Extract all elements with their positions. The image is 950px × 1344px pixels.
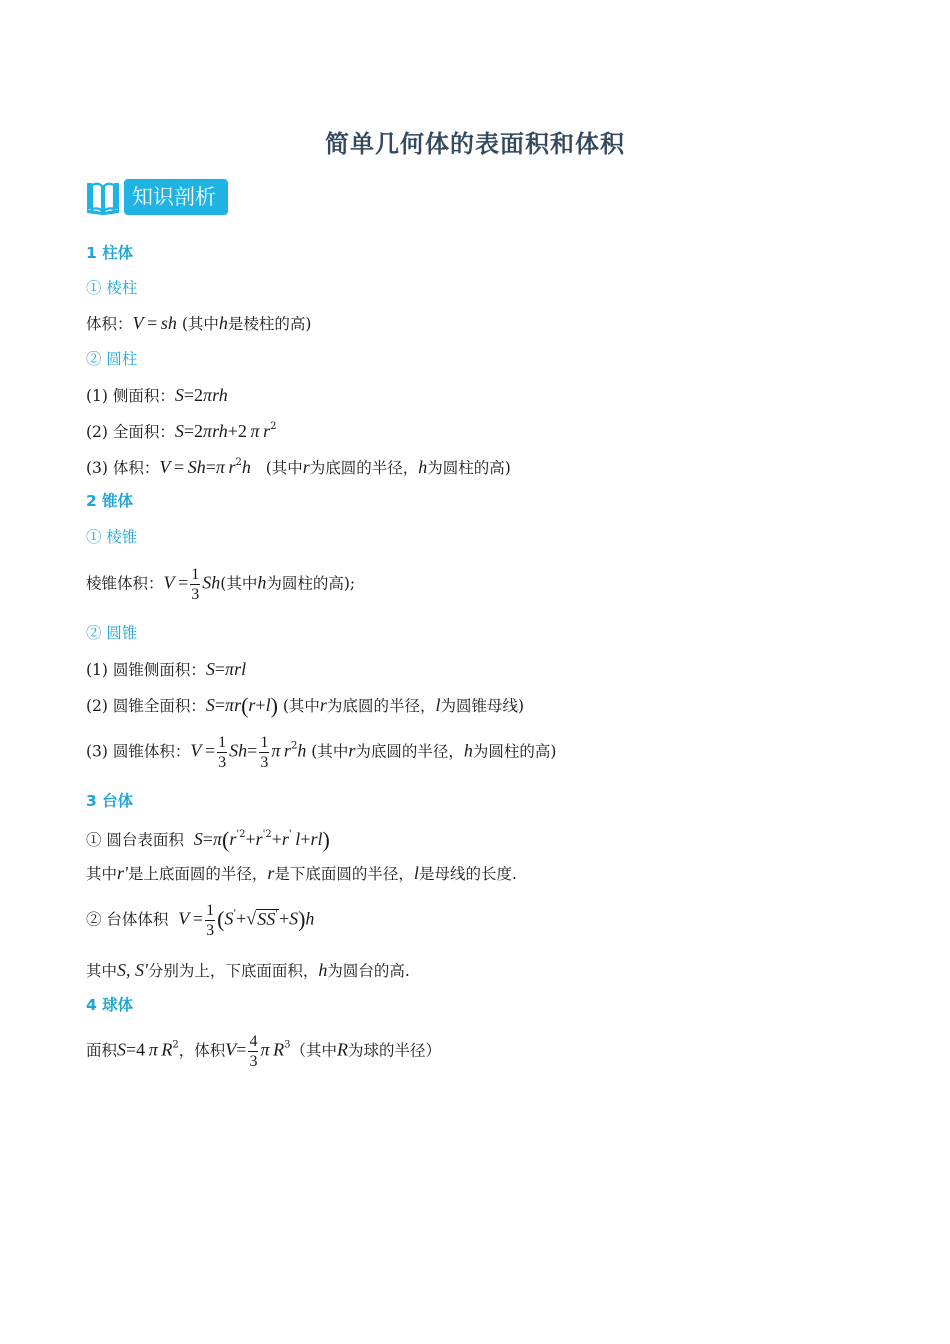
var-r-prime: r'	[117, 863, 128, 883]
subheading-cone: ② 圆锥	[86, 624, 138, 642]
note: 为圆台的高.	[327, 962, 410, 980]
label: ② 台体体积	[86, 910, 169, 929]
var-h: h	[418, 457, 428, 477]
note: 为底圆的半径，	[309, 459, 419, 477]
note: （其中	[290, 1041, 337, 1060]
var-l: l	[435, 695, 441, 715]
var-h: h	[463, 740, 473, 761]
formula-cone-total: S	[205, 695, 215, 715]
formula-cylinder-total: S	[174, 421, 184, 441]
label: (2) 圆锥全面积：	[86, 697, 206, 715]
label: (1) 侧面积：	[86, 387, 175, 405]
var-r: r	[319, 695, 327, 715]
fraction-one-third: $\frac{1}{3}$	[218, 734, 227, 771]
cylinder-lateral-line: (1) 侧面积：S=2πrh	[86, 385, 228, 405]
label: (3) 圆锥体积：	[86, 742, 191, 761]
var-r: r	[348, 740, 356, 761]
square-root: SS'	[257, 908, 278, 929]
cylinder-total-line: (2) 全面积：S=2πrh+2 π $r^2$	[86, 421, 277, 441]
subheading-prism: ① 棱柱	[86, 279, 138, 297]
var-r: r	[267, 863, 275, 883]
section-banner	[86, 178, 228, 216]
subheading-cylinder: ② 圆柱	[86, 350, 138, 368]
note: 为球的半径）	[347, 1041, 441, 1060]
label: 体积：	[86, 315, 133, 333]
var-h: h	[318, 960, 328, 980]
note: 为底圆的半径，	[355, 742, 464, 761]
formula-frustum-volume: V	[178, 908, 190, 929]
var-l: l	[413, 863, 419, 883]
note: 其中	[86, 962, 118, 980]
fraction-one-third: $\frac{1}{3}$	[260, 734, 269, 771]
note: 是上底面圆的半径，	[127, 865, 268, 883]
formula-cylinder-volume: V	[159, 457, 171, 477]
note: 分别为上，下底面面积，	[147, 962, 319, 980]
formula-prism-volume: V	[132, 313, 144, 333]
formula-cylinder-lateral: S	[174, 385, 184, 405]
note: 为圆柱的高)	[427, 459, 511, 477]
sphere-formulas-line: 面积S=4 π $R^2$，体积V= $\frac{4}{3}$ π $R^3$（其中R为球的半径）	[86, 1033, 441, 1070]
note: 为圆柱的高);	[266, 574, 356, 593]
cone-total-line: (2) 圆锥全面积：S=πr(r+l) (其中r为底圆的半径，l为圆锥母线)	[86, 693, 525, 718]
label: (3) 体积：	[86, 459, 160, 477]
frustum-volume-line: ② 台体体积 V = $\frac{1}{3}$ (S'+√SS'+S)h	[86, 902, 315, 939]
formula-cone-volume: V	[190, 740, 202, 761]
heading-cones: 2 锥体	[86, 492, 134, 510]
note: 其中	[86, 865, 118, 883]
formula-sphere-area: S	[117, 1039, 127, 1060]
fraction-four-thirds: $\frac{4}{3}$	[249, 1033, 258, 1070]
note: 是棱柱的高)	[227, 315, 312, 333]
cone-lateral-line: (1) 圆锥侧面积：S=πrl	[86, 659, 247, 679]
note: (其中	[181, 315, 219, 333]
fraction-one-third: $\frac{1}{3}$	[206, 902, 215, 939]
pyramid-volume-line: 棱锥体积：V = $\frac{1}{3}$ Sh(其中h为圆柱的高);	[86, 566, 356, 603]
var-R: R	[336, 1039, 348, 1060]
label: ，体积	[178, 1041, 226, 1060]
formula-sphere-volume: V	[225, 1039, 237, 1060]
label: ① 圆台表面积	[86, 831, 184, 849]
subheading-pyramid: ① 棱锥	[86, 528, 138, 546]
note: (其中	[311, 742, 349, 761]
frustum-surface-line: ① 圆台表面积 $S=\pi(r^{'2}+r^{'2}+r'$ l+rl)	[86, 827, 330, 852]
var-h: h	[218, 313, 228, 333]
formula-frustum-surface: S	[193, 829, 203, 849]
note: 是下底面圆的半径，	[274, 865, 414, 883]
fraction-one-third: $\frac{1}{3}$	[191, 566, 200, 603]
var-s-sprime: S, S'	[117, 960, 148, 980]
page-title: 简单几何体的表面积和体积	[325, 130, 625, 158]
note: 为圆锥母线)	[440, 697, 525, 715]
var-h: h	[257, 572, 267, 593]
cone-volume-line: (3) 圆锥体积：V = $\frac{1}{3}$ Sh= $\frac{1}{3}$ π $r^2h$ (其中r为底圆的半径，h为圆柱的高)	[86, 734, 557, 771]
note: (其中	[220, 574, 258, 593]
note: 为圆柱的高)	[472, 742, 557, 761]
label: (2) 全面积：	[86, 423, 175, 441]
cylinder-volume-line: (3) 体积：V = Sh=π $r^2h$ (其中r为底圆的半径，h为圆柱的高)	[86, 457, 511, 477]
note: 是母线的长度.	[418, 865, 517, 883]
banner-label: 知识剖析	[124, 179, 228, 215]
prism-volume-line: 体积：V = sh (其中h是棱柱的高)	[86, 313, 312, 333]
note: (其中	[282, 697, 320, 715]
label: 面积	[86, 1041, 118, 1060]
var-r: r	[302, 457, 310, 477]
note: (其中	[265, 459, 303, 477]
note: 为底圆的半径，	[326, 697, 436, 715]
label: (1) 圆锥侧面积：	[86, 661, 206, 679]
formula-pyramid-volume: V	[163, 572, 175, 593]
open-book-icon	[86, 179, 120, 215]
formula-cone-lateral: S	[205, 659, 215, 679]
heading-cylinders: 1 柱体	[86, 244, 134, 262]
label: 棱锥体积：	[86, 574, 164, 593]
frustum-surface-note	[86, 864, 517, 883]
heading-spheres: 4 球体	[86, 996, 134, 1014]
frustum-volume-note	[86, 961, 410, 980]
heading-frustums: 3 台体	[86, 792, 134, 810]
